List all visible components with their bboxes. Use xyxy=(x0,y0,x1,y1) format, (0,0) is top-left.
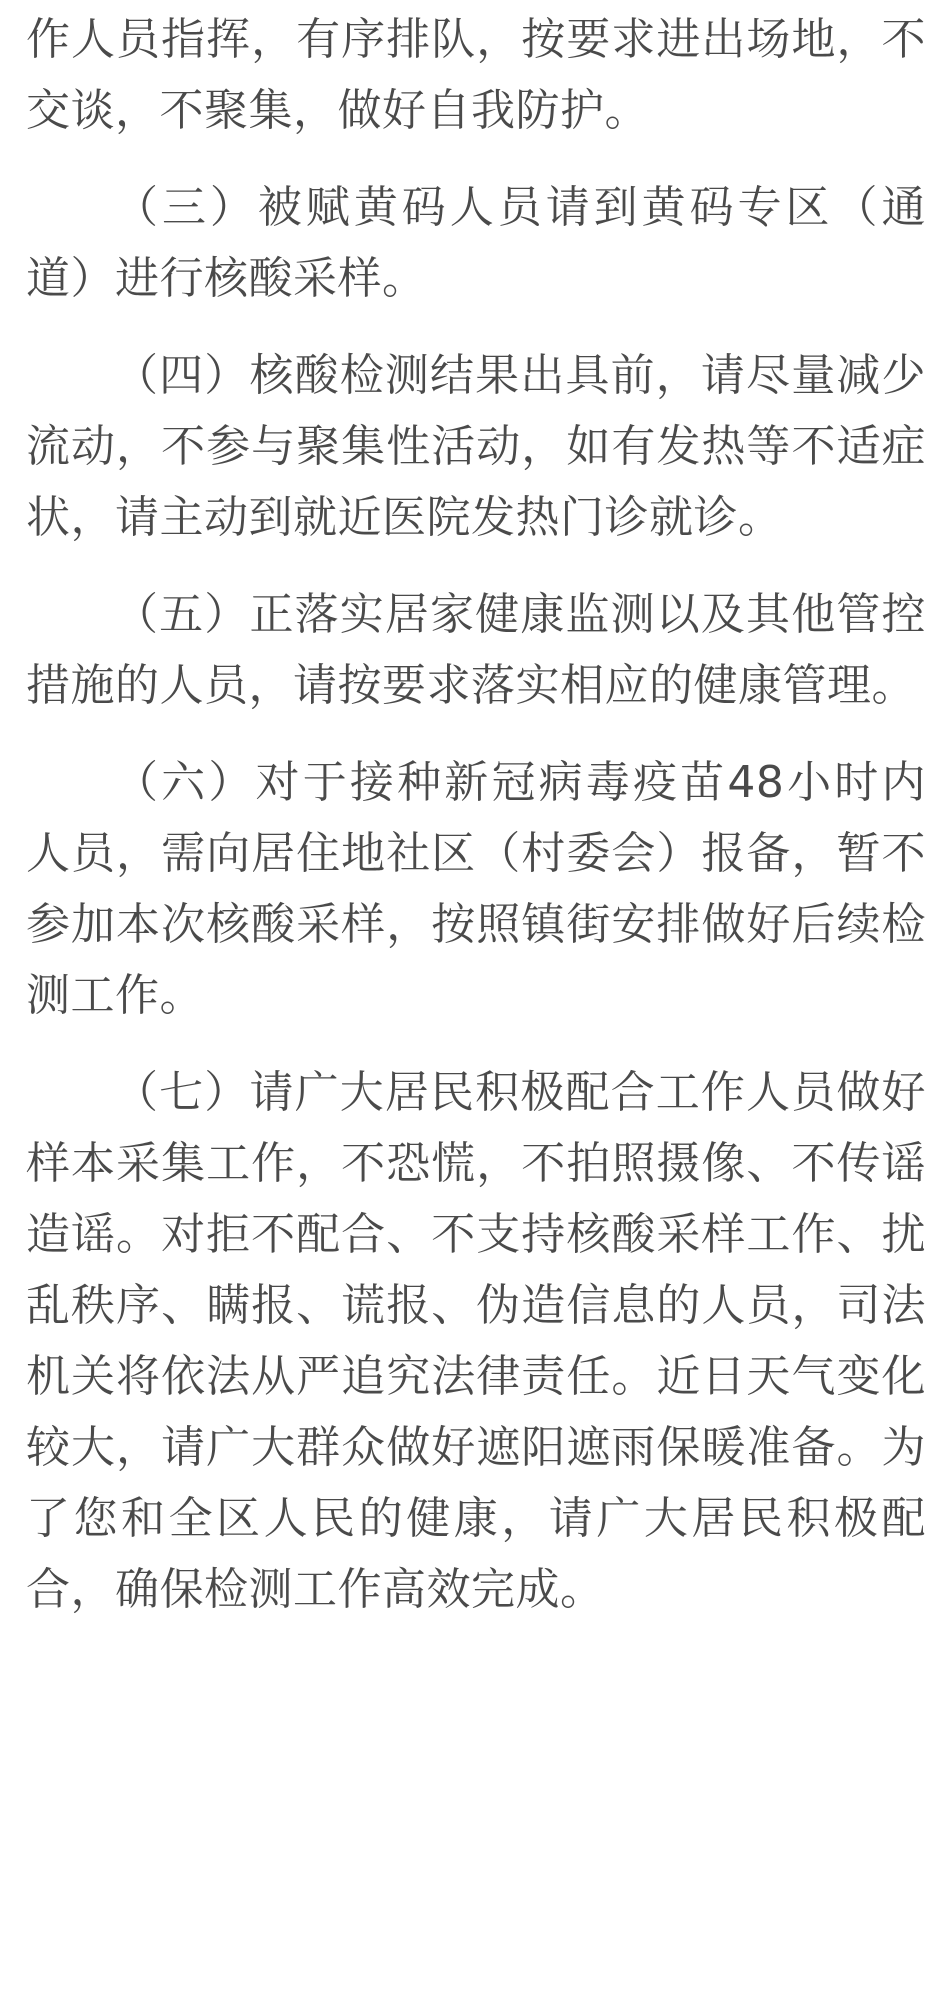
paragraph-item-3: （三）被赋黄码人员请到黄码专区（通道）进行核酸采样。 xyxy=(26,182,926,304)
paragraph-item-7: （七）请广大居民积极配合工作人员做好样本采集工作，不恐慌，不拍照摄像、不传谣造谣。对拒不配合、不支持核酸采样工作、扰乱秩序、瞒报、谎报、伪造信息的人员，司法机关将依法从严追究法律责任。近日天气变化较大，请广大群众做好遮阳遮雨保暖准备。为了您和全区人民的健康，请广大居民积极配合，确保检测工作高效完成。 xyxy=(26,1067,926,1615)
paragraph-item-4: （四）核酸检测结果出具前，请尽量减少流动，不参与聚集性活动，如有发热等不适症状，请主动到就近医院发热门诊就诊。 xyxy=(26,350,926,543)
paragraph-continuation: 作人员指挥，有序排队，按要求进出场地，不交谈，不聚集，做好自我防护。 xyxy=(26,14,926,136)
document-body xyxy=(26,0,926,1625)
paragraph-item-5: （五）正落实居家健康监测以及其他管控措施的人员，请按要求落实相应的健康管理。 xyxy=(26,589,926,711)
paragraph-item-6: （六）对于接种新冠病毒疫苗48小时内人员，需向居住地社区（村委会）报备，暂不参加本次核酸采样，按照镇街安排做好后续检测工作。 xyxy=(26,757,926,1021)
